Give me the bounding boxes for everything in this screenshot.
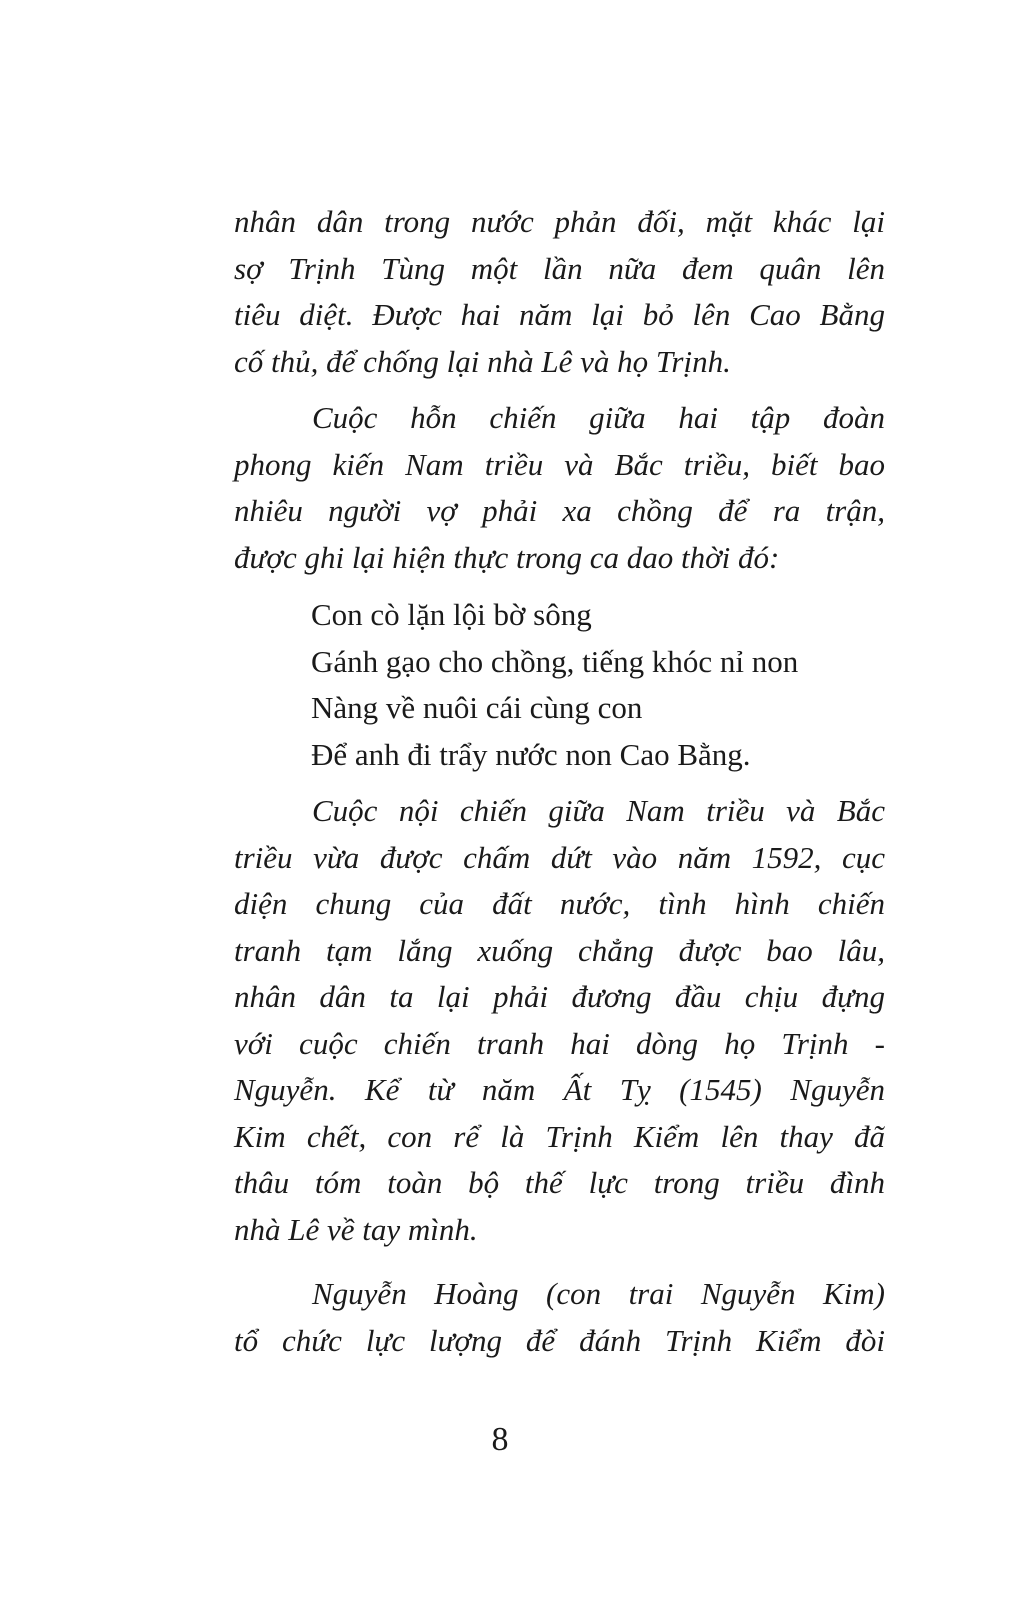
text-line: nhân dân trong nước phản đối, mặt khác lại bbox=[234, 204, 885, 239]
text-line: với cuộc chiến tranh hai dòng họ Trịnh - bbox=[234, 1025, 885, 1061]
text-line: Kim chết, con rể là Trịnh Kiểm lên thay đã bbox=[234, 1118, 885, 1154]
text-line: tiêu diệt. Được hai năm lại bỏ lên Cao Bằng bbox=[234, 297, 885, 332]
poem-line: Con cò lặn lội bờ sông bbox=[311, 597, 592, 632]
paragraph-3 bbox=[234, 788, 885, 1253]
text-line: diện chung của đất nước, tình hình chiến bbox=[234, 886, 885, 921]
page-number: 8 bbox=[491, 1421, 509, 1458]
text-line: nhiêu người vợ phải xa chồng để ra trận, bbox=[234, 493, 885, 528]
paragraph-2 bbox=[234, 395, 885, 581]
text-line: triều vừa được chấm dứt vào năm 1592, cục bbox=[234, 839, 885, 875]
poem-line: Để anh đi trẩy nước non Cao Bằng. bbox=[311, 736, 751, 772]
poem-line: Nàng về nuôi cái cùng con bbox=[311, 690, 643, 725]
text-line: Nguyễn. Kể từ năm Ất Tỵ (1545) Nguyễn bbox=[234, 1072, 885, 1107]
text-line: tranh tạm lắng xuống chẳng được bao lâu, bbox=[234, 932, 885, 968]
text-line: Cuộc hỗn chiến giữa hai tập đoàn bbox=[312, 400, 885, 435]
paragraph-1 bbox=[234, 199, 885, 385]
text-line: cố thủ, để chống lại nhà Lê và họ Trịnh. bbox=[234, 343, 731, 379]
text-line: Nguyễn Hoàng (con trai Nguyễn Kim) bbox=[312, 1276, 885, 1311]
text-line: nhân dân ta lại phải đương đầu chịu đựng bbox=[234, 979, 885, 1014]
text-line: thâu tóm toàn bộ thế lực trong triều đình bbox=[234, 1165, 885, 1200]
text-line: nhà Lê về tay mình. bbox=[234, 1211, 478, 1247]
text-line: Cuộc nội chiến giữa Nam triều và Bắc bbox=[312, 793, 885, 828]
poem-line: Gánh gạo cho chồng, tiếng khóc nỉ non bbox=[311, 643, 799, 679]
text-line: được ghi lại hiện thực trong ca dao thời đó: bbox=[234, 539, 780, 575]
text-line: tổ chức lực lượng để đánh Trịnh Kiểm đòi bbox=[234, 1322, 885, 1358]
text-line: phong kiến Nam triều và Bắc triều, biết bao bbox=[234, 446, 885, 482]
poem-verse bbox=[311, 592, 798, 778]
text-line: sợ Trịnh Tùng một lần nữa đem quân lên bbox=[234, 250, 885, 286]
paragraph-4 bbox=[234, 1271, 885, 1364]
